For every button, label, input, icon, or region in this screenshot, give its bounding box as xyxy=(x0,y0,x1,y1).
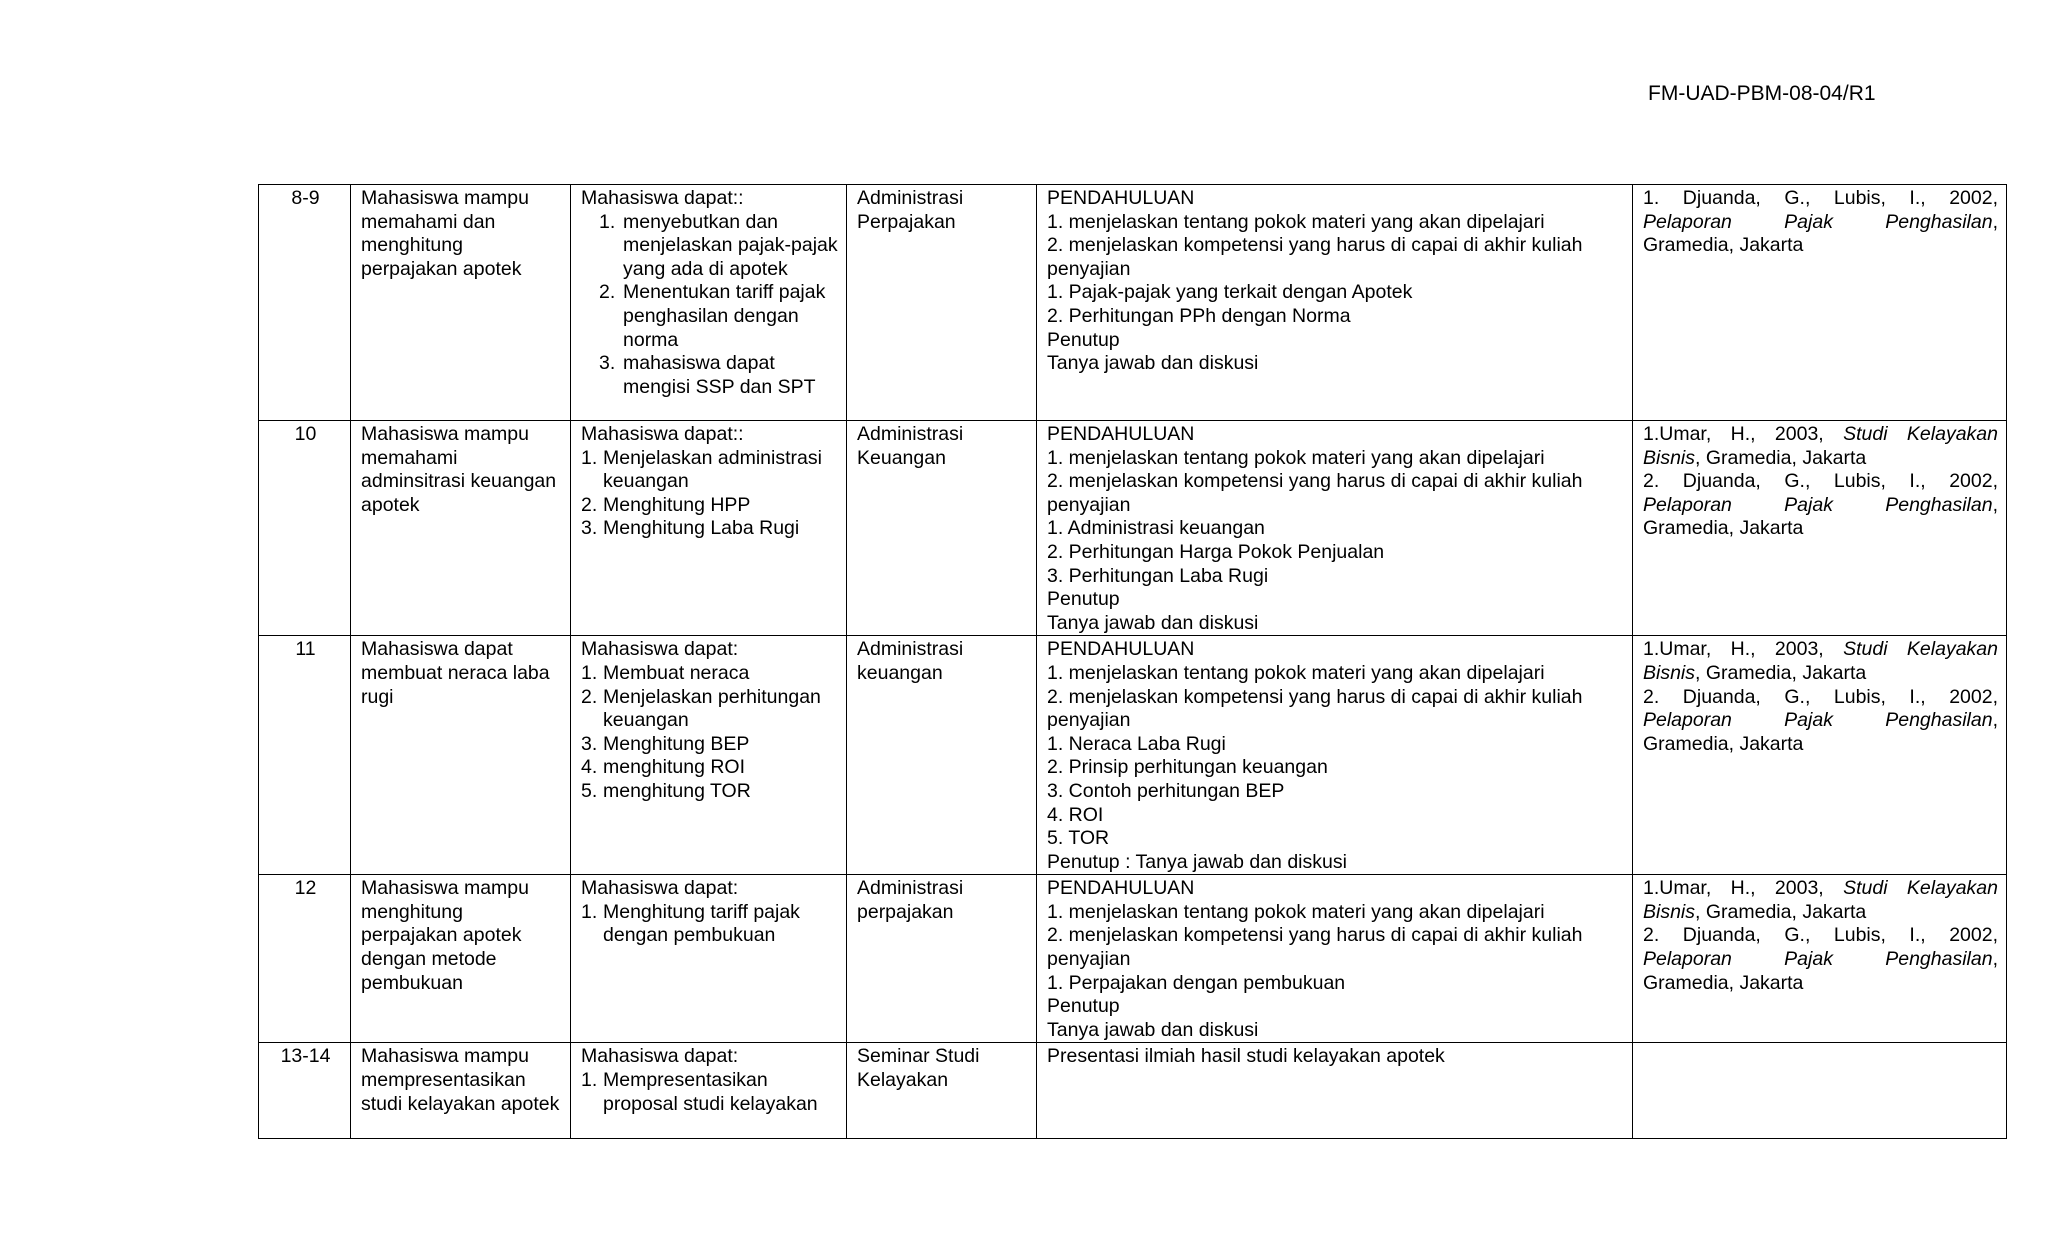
ability-text: menghitung ROI xyxy=(603,756,745,779)
ability-item xyxy=(581,281,838,352)
content-line: 2. menjelaskan kompetensi yang harus di capai di akhir kuliah penyajian xyxy=(1047,685,1583,732)
content-line: Tanya jawab dan diskusi xyxy=(1047,1018,1259,1041)
ability-number: 1. xyxy=(599,210,616,233)
content-line: 3. Perhitungan Laba Rugi xyxy=(1047,564,1269,587)
content-line: 5. TOR xyxy=(1047,827,1110,850)
content-line: Penutup : Tanya jawab dan diskusi xyxy=(1047,850,1347,873)
ability-list xyxy=(581,447,838,541)
reference-title: Pelaporan Pajak Penghasilan xyxy=(1643,210,1993,233)
ability-item xyxy=(581,756,838,780)
content-line: Penutup xyxy=(1047,995,1120,1018)
ability-list xyxy=(581,901,838,948)
ability-text: Menghitung tariff pajak dengan pembukuan xyxy=(603,900,800,947)
content-line: PENDAHULUAN xyxy=(1047,638,1195,661)
content-line: Presentasi ilmiah hasil studi kelayakan apotek xyxy=(1047,1045,1445,1068)
ability-list xyxy=(581,662,838,804)
reference-item: 1.Umar, H., 2003, Studi Kelayakan Bisnis, Gramedia, Jakarta xyxy=(1643,423,1998,469)
objective-cell: Mahasiswa mampu menghitung perpajakan apotek dengan metode pembukuan xyxy=(351,875,571,1043)
reference-title: Studi Kelayakan Bisnis xyxy=(1643,638,1998,684)
table-row xyxy=(259,636,2007,875)
ability-item xyxy=(581,352,838,399)
content-cell xyxy=(1037,636,1633,875)
content-line: 4. ROI xyxy=(1047,803,1104,826)
content-line: 1. menjelaskan tentang pokok materi yang akan dipelajari xyxy=(1047,661,1545,684)
content-cell xyxy=(1037,875,1633,1043)
ability-text: mahasiswa dapat mengisi SSP dan SPT xyxy=(623,352,816,398)
table-row xyxy=(259,875,2007,1043)
ability-number: 3. xyxy=(581,517,598,540)
ability-item xyxy=(581,662,838,686)
ability-text: Menentukan tariff pajak penghasilan dengan norma xyxy=(623,281,826,351)
week-cell: 13-14 xyxy=(259,1043,351,1139)
content-line: 2. menjelaskan kompetensi yang harus di capai di akhir kuliah penyajian xyxy=(1047,924,1583,971)
objective-cell: Mahasiswa dapat membuat neraca laba rugi xyxy=(351,636,571,875)
ability-text: menyebutkan dan menjelaskan pajak-pajak yang ada di apotek xyxy=(623,210,838,280)
week-cell: 8-9 xyxy=(259,185,351,421)
ability-cell xyxy=(571,875,847,1043)
content-line: 2. menjelaskan kompetensi yang harus di capai di akhir kuliah penyajian xyxy=(1047,234,1583,280)
ability-intro: Mahasiswa dapat: xyxy=(581,638,739,661)
content-line: 1. menjelaskan tentang pokok materi yang akan dipelajari xyxy=(1047,446,1545,469)
reference-title: Pelaporan Pajak Penghasilan xyxy=(1643,948,1993,971)
ability-number: 1. xyxy=(581,446,598,469)
content-line: PENDAHULUAN xyxy=(1047,187,1195,209)
objective-cell: Mahasiswa mampu mempresentasikan studi kelayakan apotek xyxy=(351,1043,571,1139)
content-line: 1. menjelaskan tentang pokok materi yang akan dipelajari xyxy=(1047,900,1545,923)
reference-item: 1.Umar, H., 2003, Studi Kelayakan Bisnis, Gramedia, Jakarta xyxy=(1643,638,1998,684)
content-line: PENDAHULUAN xyxy=(1047,877,1195,900)
topic-cell: Administrasi Perpajakan xyxy=(847,185,1037,421)
ability-item xyxy=(581,211,838,282)
content-line: 1. menjelaskan tentang pokok materi yang akan dipelajari xyxy=(1047,210,1545,233)
table-row xyxy=(259,185,2007,421)
reference-title: Pelaporan Pajak Penghasilan xyxy=(1643,709,1993,732)
ability-item xyxy=(581,686,838,733)
ability-number: 1. xyxy=(581,661,598,684)
ability-item xyxy=(581,1069,838,1116)
content-cell xyxy=(1037,421,1633,636)
ability-intro: Mahasiswa dapat: xyxy=(581,1045,739,1068)
content-line: 2. Perhitungan PPh dengan Norma xyxy=(1047,304,1351,327)
reference-item: 1.Umar, H., 2003, Studi Kelayakan Bisnis, Gramedia, Jakarta xyxy=(1643,877,1998,923)
ability-text: Menjelaskan administrasi keuangan xyxy=(603,446,822,493)
week-cell: 11 xyxy=(259,636,351,875)
ability-text: Menjelaskan perhitungan keuangan xyxy=(603,685,821,732)
ability-item xyxy=(581,494,838,518)
ability-intro: Mahasiswa dapat:: xyxy=(581,187,744,209)
content-cell xyxy=(1037,1043,1633,1139)
reference-item: 1. Djuanda, G., Lubis, I., 2002, Pelaporan Pajak Penghasilan, Gramedia, Jakarta xyxy=(1643,187,1998,257)
ability-text: Menghitung BEP xyxy=(603,732,750,755)
reference-item: 2. Djuanda, G., Lubis, I., 2002, Pelaporan Pajak Penghasilan, Gramedia, Jakarta xyxy=(1643,470,1998,540)
week-cell: 12 xyxy=(259,875,351,1043)
ability-number: 2. xyxy=(599,281,616,304)
ability-item xyxy=(581,901,838,948)
ability-number: 1. xyxy=(581,900,598,923)
ability-cell xyxy=(571,636,847,875)
topic-cell: Administrasi keuangan xyxy=(847,636,1037,875)
content-line: 2. Perhitungan Harga Pokok Penjualan xyxy=(1047,540,1385,563)
content-line: 1. Pajak-pajak yang terkait dengan Apotek xyxy=(1047,281,1413,304)
content-line: PENDAHULUAN xyxy=(1047,423,1195,445)
content-line: 2. menjelaskan kompetensi yang harus di capai di akhir kuliah penyajian xyxy=(1047,470,1583,516)
form-code: FM-UAD-PBM-08-04/R1 xyxy=(1648,82,1876,105)
ability-item xyxy=(581,733,838,757)
reference-item: 2. Djuanda, G., Lubis, I., 2002, Pelaporan Pajak Penghasilan, Gramedia, Jakarta xyxy=(1643,924,1998,994)
content-line: 1. Neraca Laba Rugi xyxy=(1047,732,1226,755)
ability-number: 3. xyxy=(599,352,616,375)
ability-cell xyxy=(571,421,847,636)
reference-item: 2. Djuanda, G., Lubis, I., 2002, Pelaporan Pajak Penghasilan, Gramedia, Jakarta xyxy=(1643,685,1998,755)
ability-text: Menghitung HPP xyxy=(603,493,751,516)
content-line: 1. Administrasi keuangan xyxy=(1047,517,1265,540)
ability-number: 5. xyxy=(581,779,598,802)
ability-number: 3. xyxy=(581,732,598,755)
ability-text: Mempresentasikan proposal studi kelayakan xyxy=(603,1069,818,1115)
ability-item xyxy=(581,517,838,541)
ability-number: 2. xyxy=(581,493,598,516)
content-line: 1. Perpajakan dengan pembukuan xyxy=(1047,971,1346,994)
table-row xyxy=(259,421,2007,636)
week-cell: 10 xyxy=(259,421,351,636)
content-cell xyxy=(1037,185,1633,421)
ability-number: 1. xyxy=(581,1069,598,1092)
ability-intro: Mahasiswa dapat: xyxy=(581,877,739,900)
reference-cell xyxy=(1633,875,2007,1043)
ability-item xyxy=(581,447,838,494)
reference-cell xyxy=(1633,185,2007,421)
ability-cell xyxy=(571,1043,847,1139)
objective-cell: Mahasiswa mampu memahami adminsitrasi keuangan apotek xyxy=(351,421,571,636)
reference-cell xyxy=(1633,421,2007,636)
content-line: 2. Prinsip perhitungan keuangan xyxy=(1047,756,1328,779)
ability-number: 4. xyxy=(581,756,598,779)
ability-text: menghitung TOR xyxy=(603,779,751,802)
reference-title: Pelaporan Pajak Penghasilan xyxy=(1643,493,1993,516)
ability-list xyxy=(581,1069,838,1116)
course-plan-table xyxy=(258,184,2007,1139)
ability-text: Membuat neraca xyxy=(603,661,750,684)
ability-number: 2. xyxy=(581,685,598,708)
ability-list xyxy=(581,211,838,400)
table-row xyxy=(259,1043,2007,1139)
topic-cell: Administrasi Keuangan xyxy=(847,421,1037,636)
ability-text: Menghitung Laba Rugi xyxy=(603,517,800,540)
reference-title: Studi Kelayakan Bisnis xyxy=(1643,877,1998,923)
topic-cell: Seminar Studi Kelayakan xyxy=(847,1043,1037,1139)
ability-intro: Mahasiswa dapat:: xyxy=(581,423,744,445)
content-line: Tanya jawab dan diskusi xyxy=(1047,352,1259,375)
reference-cell xyxy=(1633,636,2007,875)
content-line: Penutup xyxy=(1047,588,1120,611)
content-line: 3. Contoh perhitungan BEP xyxy=(1047,779,1285,802)
reference-title: Studi Kelayakan Bisnis xyxy=(1643,423,1998,469)
reference-cell xyxy=(1633,1043,2007,1139)
ability-cell xyxy=(571,185,847,421)
objective-cell: Mahasiswa mampu memahami dan menghitung perpajakan apotek xyxy=(351,185,571,421)
content-line: Penutup xyxy=(1047,328,1120,351)
topic-cell: Administrasi perpajakan xyxy=(847,875,1037,1043)
ability-item xyxy=(581,780,838,804)
content-line: Tanya jawab dan diskusi xyxy=(1047,611,1259,634)
